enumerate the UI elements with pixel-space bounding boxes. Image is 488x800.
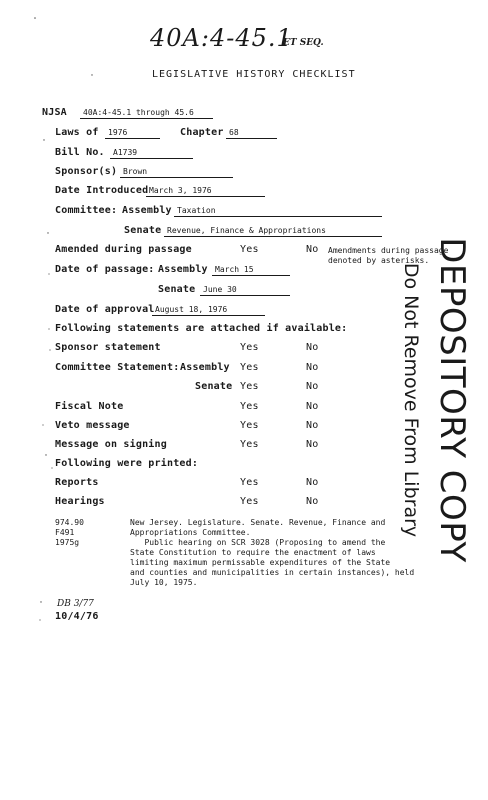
chapter-value: 68 [226, 127, 277, 139]
call-number-line: 1975g [55, 538, 80, 547]
message-on-signing-label: Message on signing [55, 439, 167, 450]
sponsor-statement-label: Sponsor statement [55, 342, 161, 353]
catalog-entry-line: Appropriations Committee. [130, 528, 251, 537]
statements-heading: Following statements are attached if available: [55, 323, 348, 334]
senate-committee-label: Senate [124, 225, 162, 236]
passage-senate-label: Senate [158, 284, 196, 295]
senate-statement-label: Senate [195, 381, 233, 392]
fiscal-note-no: No [306, 401, 319, 412]
veto-message-yes: Yes [240, 420, 259, 431]
call-number-line: 974.90 [55, 518, 84, 527]
amendments-note: Amendments during passage denoted by asterisks. [328, 246, 449, 265]
hearings-no: No [306, 496, 319, 507]
committee-statement-assembly-label: Assembly [180, 362, 230, 373]
senate-committee-value: Revenue, Finance & Appropriations [164, 225, 382, 237]
passage-senate-value: June 30 [200, 284, 290, 296]
passage-assembly-label: Assembly [158, 264, 208, 275]
date-of-passage-label: Date of passage: [55, 264, 155, 275]
amended-yes: Yes [240, 244, 259, 255]
sponsors-value: Brown [120, 166, 233, 178]
bill-no-value: A1739 [110, 147, 193, 159]
call-number-line: F491 [55, 528, 75, 537]
veto-message-no: No [306, 420, 319, 431]
handwritten-et-seq: ET SEQ. [283, 38, 324, 48]
catalog-entry-line: New Jersey. Legislature. Senate. Revenue, Finance and [130, 518, 386, 527]
committee-label: Committee: [55, 205, 118, 216]
chapter-label: Chapter [180, 127, 224, 138]
catalog-entry-line: Public hearing on SCR 3028 (Proposing to amend the [130, 538, 386, 547]
footer-date: 10/4/76 [55, 611, 99, 622]
date-of-approval-value: August 18, 1976 [152, 304, 265, 316]
catalog-entry-line: July 10, 1975. [130, 578, 198, 587]
senate-statement-yes: Yes [240, 381, 259, 392]
senate-statement-no: No [306, 381, 319, 392]
sponsors-label: Sponsor(s) [55, 166, 118, 177]
fiscal-note-label: Fiscal Note [55, 401, 124, 412]
handwritten-statute-number: 40A:4-45.1 [150, 24, 293, 52]
amended-label: Amended during passage [55, 244, 192, 255]
passage-assembly-value: March 15 [212, 264, 290, 276]
catalog-entry-line: and counties and municipalities in certain instances), held [130, 568, 415, 577]
laws-of-label: Laws of [55, 127, 99, 138]
handwritten-note: DB 3/77 [57, 599, 94, 609]
committee-statement-label: Committee Statement: [55, 362, 180, 373]
amended-no: No [306, 244, 319, 255]
page-title: LEGISLATIVE HISTORY CHECKLIST [152, 69, 356, 80]
catalog-entry-line: limiting maximum permissable expenditures of the State [130, 558, 391, 567]
date-introduced-label: Date Introduced [55, 185, 149, 196]
sponsor-statement-yes: Yes [240, 342, 259, 353]
njsa-value: 40A:4-45.1 through 45.6 [80, 107, 213, 119]
committee-statement-no: No [306, 362, 319, 373]
printed-heading: Following were printed: [55, 458, 199, 469]
laws-of-value: 1976 [105, 127, 160, 139]
message-on-signing-yes: Yes [240, 439, 259, 450]
message-on-signing-no: No [306, 439, 319, 450]
hearings-label: Hearings [55, 496, 105, 507]
reports-label: Reports [55, 477, 99, 488]
committee-assembly-label: Assembly [122, 205, 172, 216]
njsa-label: NJSA [42, 107, 67, 118]
do-not-remove-text: Do Not Remove From Library [400, 262, 422, 537]
bill-no-label: Bill No. [55, 147, 105, 158]
sponsor-statement-no: No [306, 342, 319, 353]
hearings-yes: Yes [240, 496, 259, 507]
reports-yes: Yes [240, 477, 259, 488]
fiscal-note-yes: Yes [240, 401, 259, 412]
committee-statement-yes: Yes [240, 362, 259, 373]
reports-no: No [306, 477, 319, 488]
veto-message-label: Veto message [55, 420, 130, 431]
date-of-approval-label: Date of approval [55, 304, 155, 315]
date-introduced-value: March 3, 1976 [146, 185, 265, 197]
committee-assembly-value: Taxation [174, 205, 382, 217]
catalog-entry-line: State Constitution to require the enactment of laws [130, 548, 376, 557]
depository-copy-text: DEPOSITORY COPY [432, 236, 472, 563]
